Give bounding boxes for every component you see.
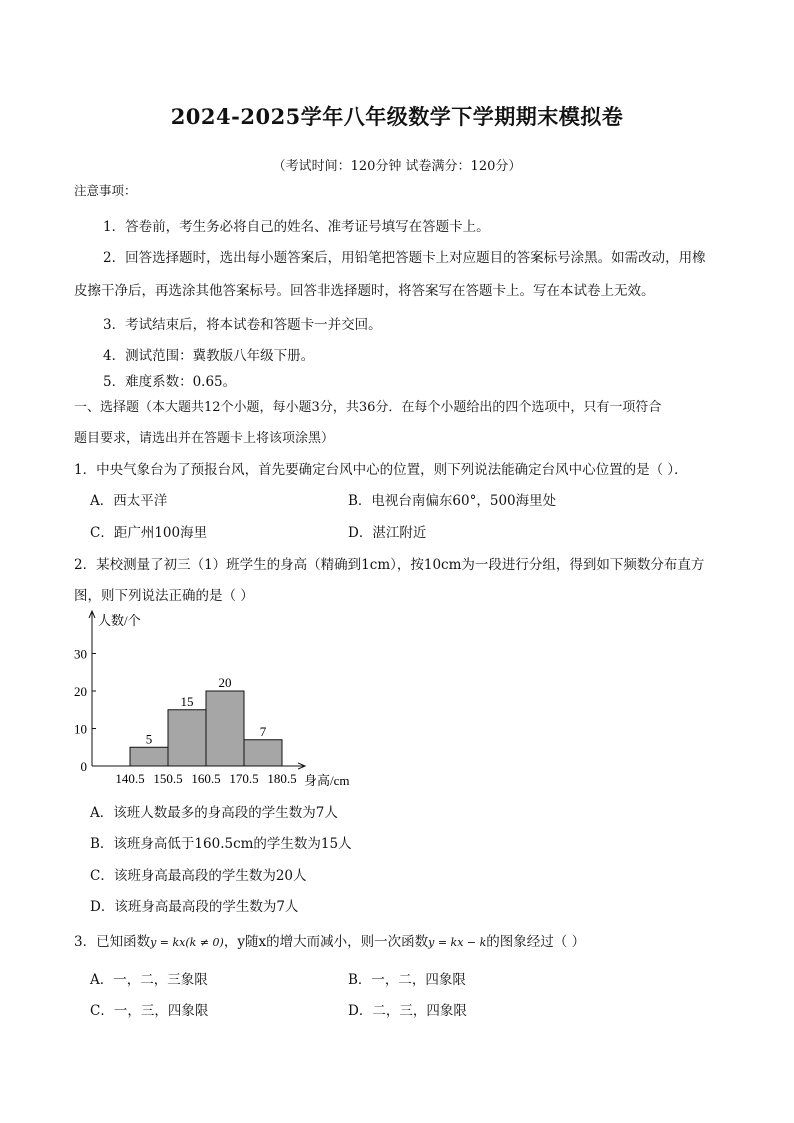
q3-formula-direct: y = kx(k ≠ 0) bbox=[150, 936, 224, 949]
q2-option-c[interactable]: C．该班身高最高段的学生数为20人 bbox=[90, 868, 307, 884]
page-title: 2024-2025学年八年级数学下学期期末模拟卷 bbox=[170, 104, 624, 129]
note-item: 皮擦干净后，再选涂其他答案标号。回答非选择题时，将答案写在答题卡上。写在本试卷上无效。 bbox=[74, 283, 655, 299]
bar-value-label: 5 bbox=[145, 731, 153, 747]
section-heading: 一、选择题（本大题共12个小题，每小题3分，共36分．在每个小题给出的四个选项中，只有一项符合 bbox=[74, 400, 662, 415]
section-heading-cont: 题目要求，请选出并在答题卡上将该项涂黑） bbox=[74, 431, 335, 446]
q3-option-b[interactable]: B．一，二，四象限 bbox=[348, 972, 466, 988]
q3-option-a[interactable]: A．一，二，三象限 bbox=[90, 972, 208, 988]
y-axis-label: 人数/个 bbox=[98, 613, 141, 628]
q2-option-b[interactable]: B．该班身高低于160.5cm的学生数为15人 bbox=[90, 836, 352, 852]
histogram-bar bbox=[168, 710, 206, 766]
q3-stem-part-b: ，y随x的增大而减小，则一次函数 bbox=[223, 934, 429, 950]
x-tick-labels bbox=[115, 771, 296, 786]
y-tick-label: 0 bbox=[80, 759, 87, 774]
notes-heading: 注意事项： bbox=[74, 183, 137, 198]
q1-option-d[interactable]: D．湛江附近 bbox=[348, 525, 427, 541]
q1-option-c[interactable]: C．距广州100海里 bbox=[90, 525, 208, 541]
x-tick-label: 170.5 bbox=[229, 771, 259, 786]
q2-option-d[interactable]: D．该班身高最高段的学生数为7人 bbox=[90, 899, 299, 915]
q2-option-a[interactable]: A．该班人数最多的身高段的学生数为7人 bbox=[90, 805, 338, 821]
note-item: 3．考试结束后，将本试卷和答题卡一并交回。 bbox=[103, 317, 382, 333]
histogram-bar bbox=[244, 740, 282, 766]
histogram-chart bbox=[60, 606, 380, 791]
y-tick-labels bbox=[74, 647, 96, 775]
q3-stem-part-c: 的图象经过（ ） bbox=[486, 934, 586, 950]
q1-option-b[interactable]: B．电视台南偏东60°，500海里处 bbox=[348, 493, 557, 509]
exam-info: （考试时间：120分钟 试卷满分：120分） bbox=[272, 159, 522, 174]
question-1-stem: 1．中央气象台为了预报台风，首先要确定台风中心的位置，则下列说法能确定台风中心位置的是（ ）． bbox=[74, 462, 688, 478]
note-item: 5．难度系数：0.65。 bbox=[103, 374, 237, 390]
q1-option-a[interactable]: A．西太平洋 bbox=[90, 493, 168, 509]
q3-option-c[interactable]: C．一，三，四象限 bbox=[90, 1003, 209, 1019]
q3-stem-part-a: 3．已知函数 bbox=[74, 934, 151, 950]
q3-option-d[interactable]: D．二，三，四象限 bbox=[348, 1003, 467, 1019]
note-item: 2．回答选择题时，选出每小题答案后，用铅笔把答题卡上对应题目的答案标号涂黑。如需改动，用橡 bbox=[103, 250, 706, 266]
y-tick-label: 10 bbox=[74, 721, 87, 737]
q3-formula-linear: y = kx − k bbox=[428, 936, 487, 949]
bar-value-label: 20 bbox=[218, 675, 232, 690]
question-2-stem-cont: 图，则下列说法正确的是（ ） bbox=[74, 588, 254, 604]
x-tick-label: 150.5 bbox=[153, 771, 183, 786]
histogram-bar bbox=[130, 747, 168, 766]
note-item: 4．测试范围：冀教版八年级下册。 bbox=[103, 348, 315, 364]
histogram-bar bbox=[206, 691, 244, 766]
question-3-stem bbox=[74, 930, 585, 950]
x-tick-label: 140.5 bbox=[115, 771, 145, 786]
y-tick-label: 20 bbox=[74, 684, 87, 699]
x-tick-label: 160.5 bbox=[191, 771, 221, 786]
note-item: 1．答卷前，考生务必将自己的姓名、准考证号填写在答题卡上。 bbox=[103, 219, 490, 235]
x-tick-label: 180.5 bbox=[267, 771, 297, 786]
x-axis-label: 身高/cm bbox=[304, 773, 350, 788]
bar-value-label: 15 bbox=[180, 693, 194, 709]
y-tick-label: 30 bbox=[74, 646, 87, 662]
question-2-stem: 2．某校测量了初三（1）班学生的身高（精确到1cm），按10cm为一段进行分组，得到如下频数分布直方 bbox=[74, 557, 705, 573]
bar-value-label: 7 bbox=[259, 723, 267, 739]
